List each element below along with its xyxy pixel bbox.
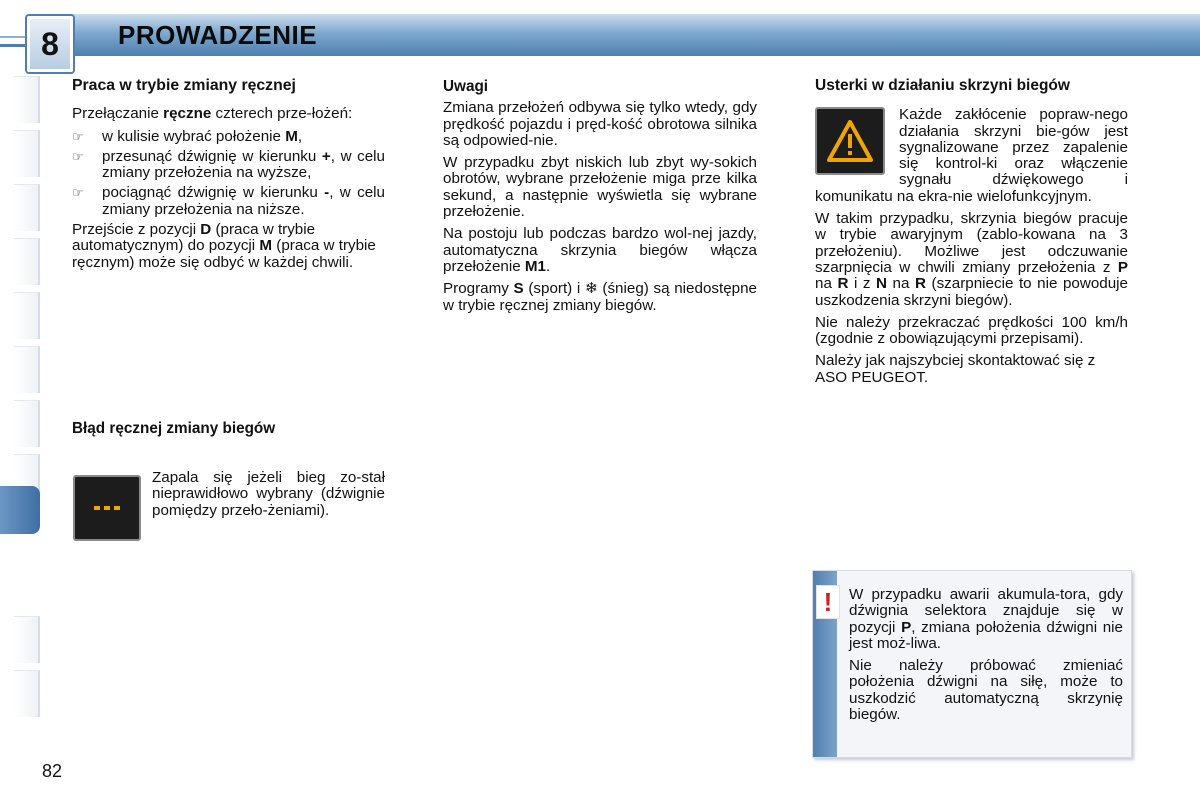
section-heading: Uwagi xyxy=(443,78,489,95)
section-heading: Błąd ręcznej zmiany biegów xyxy=(72,420,276,437)
text-bold: S xyxy=(513,280,524,298)
thumb-tab[interactable] xyxy=(14,346,40,393)
paragraph: Nie należy próbować zmieniać położenia dźwigni na siłę, może to uszkodzić automatyczną skrzynię biegów. xyxy=(849,657,1123,724)
text: , w celu zmiany przełożenia na wyższe, xyxy=(102,147,385,182)
pointing-hand-icon: ☞ xyxy=(72,185,84,201)
gear-error-warning-light-icon xyxy=(73,475,141,541)
text: (szarpniecie to nie powoduje uszkodzenia skrzyni biegów). xyxy=(815,275,1128,309)
section-heading: Usterki w działaniu skrzyni biegów xyxy=(815,77,1070,94)
text: (praca w trybie ręcznym) może się odbyć w każdej chwili. xyxy=(72,237,376,271)
column-faults xyxy=(815,78,1128,392)
error-description xyxy=(152,470,385,525)
pointing-hand-icon: ☞ xyxy=(72,148,84,164)
text-bold: + xyxy=(321,147,331,165)
text: (praca w trybie automatycznym) do pozycji xyxy=(72,221,316,255)
paragraph xyxy=(443,281,757,314)
text-bold: R xyxy=(837,275,849,293)
text: W przypadku awarii akumula-tora, gdy dźwignia selektora znajduje się w pozycji xyxy=(849,586,1123,636)
text-bold: - xyxy=(324,184,330,202)
dots-icon xyxy=(94,504,120,512)
paragraph: Należy jak najszybciej skontaktować się z ASO PEUGEOT. xyxy=(815,352,1096,386)
text: i z xyxy=(848,275,877,293)
gearbox-fault-warning-light xyxy=(815,107,885,175)
text: na xyxy=(815,275,838,293)
warning-triangle-icon xyxy=(826,119,874,163)
paragraph xyxy=(815,211,1128,309)
active-chapter-tab[interactable] xyxy=(0,486,40,534)
text: na xyxy=(887,275,915,293)
paragraph: Nie należy przekraczać prędkości 100 km/h (zgodnie z obowiązującymi przepisami). xyxy=(815,313,1128,348)
section-heading: Praca w trybie zmiany ręcznej xyxy=(72,77,296,94)
warning-box xyxy=(812,570,1132,758)
thumb-tab[interactable] xyxy=(14,616,40,663)
paragraph: Zmiana przełożeń odbywa się tylko wtedy, gdy prędkość pojazdu i pręd-kość obrotowa silnika są odpowied-nie. xyxy=(443,99,757,149)
text-bold: M xyxy=(259,237,273,255)
page-number: 82 xyxy=(42,761,63,781)
header-decor-line xyxy=(0,36,30,38)
text-bold: R xyxy=(915,275,926,293)
column-manual-mode xyxy=(72,78,385,277)
paragraph xyxy=(72,106,385,122)
text: . xyxy=(546,257,551,275)
text-bold: M xyxy=(285,127,298,145)
paragraph: Zapala się jeżeli bieg zo-stał nieprawidłowo wybrany (dźwignie pomiędzy przeło-żeniami). xyxy=(152,469,385,519)
text: (sport) i ❄ (śnieg) są niedostępne w trybie ręcznej zmiany biegów. xyxy=(443,280,757,314)
pointing-hand-icon: ☞ xyxy=(72,128,84,144)
text: Przełączanie xyxy=(72,105,164,123)
text-bold: N xyxy=(876,275,887,293)
list-item xyxy=(72,129,385,145)
text: , w celu zmiany przełożenia na niższe. xyxy=(102,184,385,218)
page-title: PROWADZENIE xyxy=(118,20,318,50)
text-bold: P xyxy=(1117,258,1128,276)
thumb-tab[interactable] xyxy=(14,292,40,339)
list-item xyxy=(72,185,385,218)
exclamation-icon: ! xyxy=(816,585,840,619)
text-bold: P xyxy=(901,618,912,636)
text: , xyxy=(297,127,303,145)
text: Na postoju lub podczas bardzo wol-nej jazdy, automatyczna skrzynia biegów włącza przełożenie xyxy=(443,225,757,275)
thumb-tab[interactable] xyxy=(14,130,40,177)
text: , zmiana położenia dźwigni nie jest moż-liwa. xyxy=(849,618,1123,652)
paragraph xyxy=(72,222,385,271)
chapter-number: 8 xyxy=(27,16,73,72)
text-bold: D xyxy=(200,221,212,239)
paragraph: Każde zakłócenie popraw-nego działania skrzyni bie-gów jest sygnalizowane przez zapalenie się kontrol-ki oraz włączenie sygnału dźwiękowego i komunikatu na ekra-nie wielofunkcyjnym. xyxy=(815,106,1128,205)
error-section xyxy=(72,421,385,445)
thumb-tab[interactable] xyxy=(14,76,40,123)
paragraph: W przypadku zbyt niskich lub zbyt wy-sokich obrotów, wybrane przełożenie miga prze kilka sekund, a następnie wyświetla się wybrane przełożenie. xyxy=(443,154,757,221)
text: w kulisie wybrać położenie xyxy=(102,127,286,145)
text: pociągnąć dźwignię w kierunku xyxy=(102,184,325,202)
text: Przejście z pozycji xyxy=(72,221,201,239)
paragraph xyxy=(849,587,1123,652)
text: przesunąć dźwignię w kierunku xyxy=(102,147,322,165)
paragraph xyxy=(443,226,757,275)
chapter-thumb-index xyxy=(0,76,42,716)
text: W takim przypadku, skrzynia biegów pracuje w trybie awaryjnym (zablo-kowana na 3 przełożeniu). Możliwe jest odczuwanie szarpnięcia w chwili zmiany przełożenia z xyxy=(815,210,1128,276)
thumb-tab[interactable] xyxy=(14,238,40,285)
list-item xyxy=(72,149,385,182)
warning-text xyxy=(849,587,1123,729)
thumb-tab[interactable] xyxy=(14,670,40,717)
text-bold: M1 xyxy=(524,257,547,275)
text: Programy xyxy=(443,280,514,298)
page-header xyxy=(0,0,1200,66)
column-notes xyxy=(443,79,757,320)
thumb-tab[interactable] xyxy=(14,184,40,231)
thumb-tab[interactable] xyxy=(14,400,40,447)
text: czterech prze-łożeń: xyxy=(211,105,353,123)
text-bold: ręczne xyxy=(163,105,212,123)
